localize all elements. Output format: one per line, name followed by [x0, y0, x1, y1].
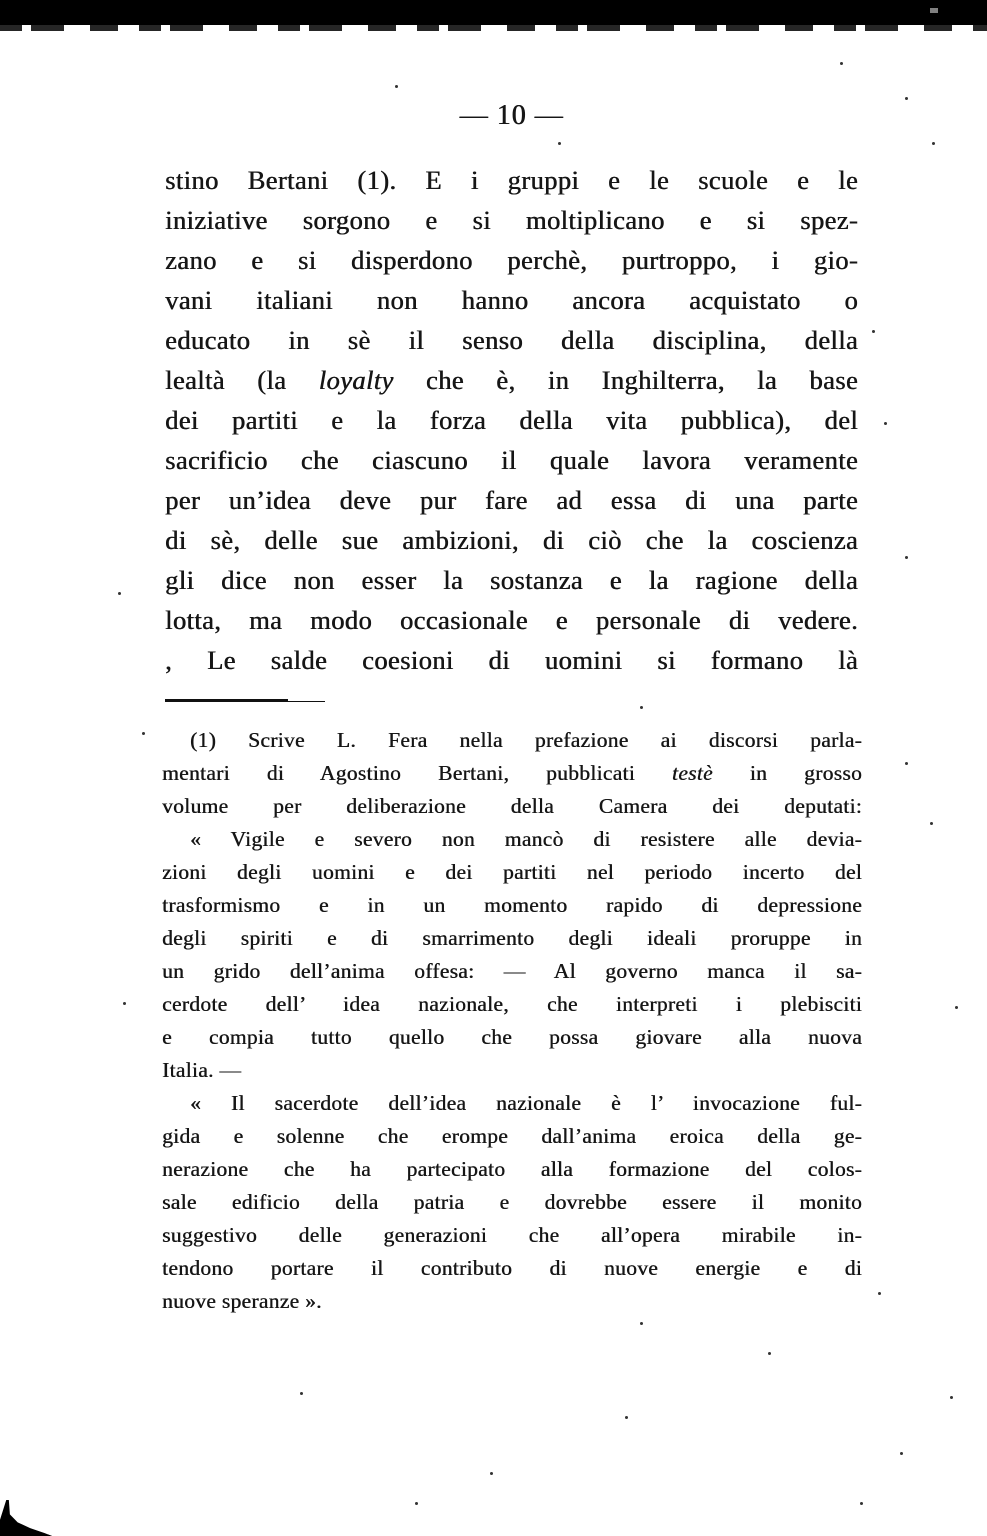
speckle	[625, 1416, 628, 1419]
footnote-separator	[165, 699, 288, 702]
speckle	[395, 85, 398, 88]
body-line: gli dice non esser la sostanza e la ragione della	[165, 565, 858, 595]
page-number: — 10 —	[459, 100, 564, 131]
footnote-line: (1) Scrive L. Fera nella prefazione ai discorsi parla-	[190, 728, 862, 752]
speckle	[142, 732, 145, 735]
speckle	[123, 1002, 126, 1005]
speckle	[415, 1502, 418, 1505]
footnote	[162, 724, 862, 1318]
speckle	[905, 762, 908, 765]
body-line: dei partiti e la forza della vita pubblica), del	[165, 405, 858, 435]
footnote-line: suggestivo delle generazioni che all’opera mirabile in-	[162, 1223, 862, 1247]
speckle	[118, 592, 121, 595]
speckle	[490, 1472, 493, 1475]
footnote-line: tendono portare il contributo di nuove energie e di	[162, 1256, 862, 1280]
footnote-line: nuove speranze ».	[162, 1289, 322, 1313]
body-line: educato in sè il senso della disciplina, della	[165, 325, 858, 355]
scan-artifact-top-band	[0, 0, 987, 25]
body-line: iniziative sorgono e si moltiplicano e si spez-	[165, 205, 858, 235]
footnote-line: nerazione che ha partecipato alla formazione del colos-	[162, 1157, 862, 1181]
footnote-line: mentari di Agostino Bertani, pubblicati testè in grosso	[162, 761, 862, 785]
speckle	[840, 62, 843, 65]
speckle	[905, 97, 908, 100]
footnote-line: degli spiriti e di smarrimento degli ideali proruppe in	[162, 926, 862, 950]
speckle	[558, 142, 561, 145]
scan-artifact-corner-blob	[0, 1500, 52, 1536]
speckle	[878, 1292, 881, 1295]
footnote-line: e compia tutto quello che possa giovare alla nuova	[162, 1025, 862, 1049]
speckle	[640, 706, 643, 709]
footnote-line: Italia. —	[162, 1058, 242, 1082]
speckle	[930, 822, 933, 825]
footnote-line: volume per deliberazione della Camera dei deputati:	[162, 794, 862, 818]
footnote-line: sale edificio della patria e dovrebbe essere il monito	[162, 1190, 862, 1214]
body-line: , Le salde coesioni di uomini si formano là	[165, 645, 858, 675]
body-line: di sè, delle sue ambizioni, di ciò che la coscienza	[165, 525, 858, 555]
speckle	[884, 422, 887, 425]
speckle	[900, 1452, 903, 1455]
body-text	[165, 160, 858, 680]
speckle	[872, 330, 875, 333]
speckle	[640, 1322, 643, 1325]
body-line: zano e si disperdono perchè, purtroppo, i gio-	[165, 245, 858, 275]
body-line: lotta, ma modo occasionale e personale di vedere.	[165, 605, 858, 635]
footnote-line: gida e solenne che erompe dall’anima eroica della ge-	[162, 1124, 862, 1148]
body-line: sacrificio che ciascuno il quale lavora veramente	[165, 445, 858, 475]
speckle	[768, 1352, 771, 1355]
speckle	[955, 1006, 958, 1009]
footnote-line: trasformismo e in un momento rapido di depressione	[162, 893, 862, 917]
speckle	[860, 1502, 863, 1505]
footnote-line: « Il sacerdote dell’idea nazionale è l’ invocazione ful-	[190, 1091, 862, 1115]
body-line: vani italiani non hanno ancora acquistato o	[165, 285, 858, 315]
footnote-line: « Vigile e severo non mancò di resistere alle devia-	[190, 827, 862, 851]
body-line: per un’idea deve pur fare ad essa di una parte	[165, 485, 858, 515]
footnote-line: zioni degli uomini e dei partiti nel periodo incerto del	[162, 860, 862, 884]
speckle	[950, 1396, 953, 1399]
speckle	[300, 1392, 303, 1395]
footnote-line: cerdote dell’ idea nazionale, che interpreti i plebisciti	[162, 992, 862, 1016]
speckle	[905, 556, 908, 559]
body-line: stino Bertani (1). E i gruppi e le scuole e le	[165, 165, 858, 195]
speckle	[932, 142, 935, 145]
footnote-line: un grido dell’anima offesa: — Al governo manca il sa-	[162, 959, 862, 983]
body-line: lealtà (la loyalty che è, in Inghilterra, la base	[165, 365, 858, 395]
